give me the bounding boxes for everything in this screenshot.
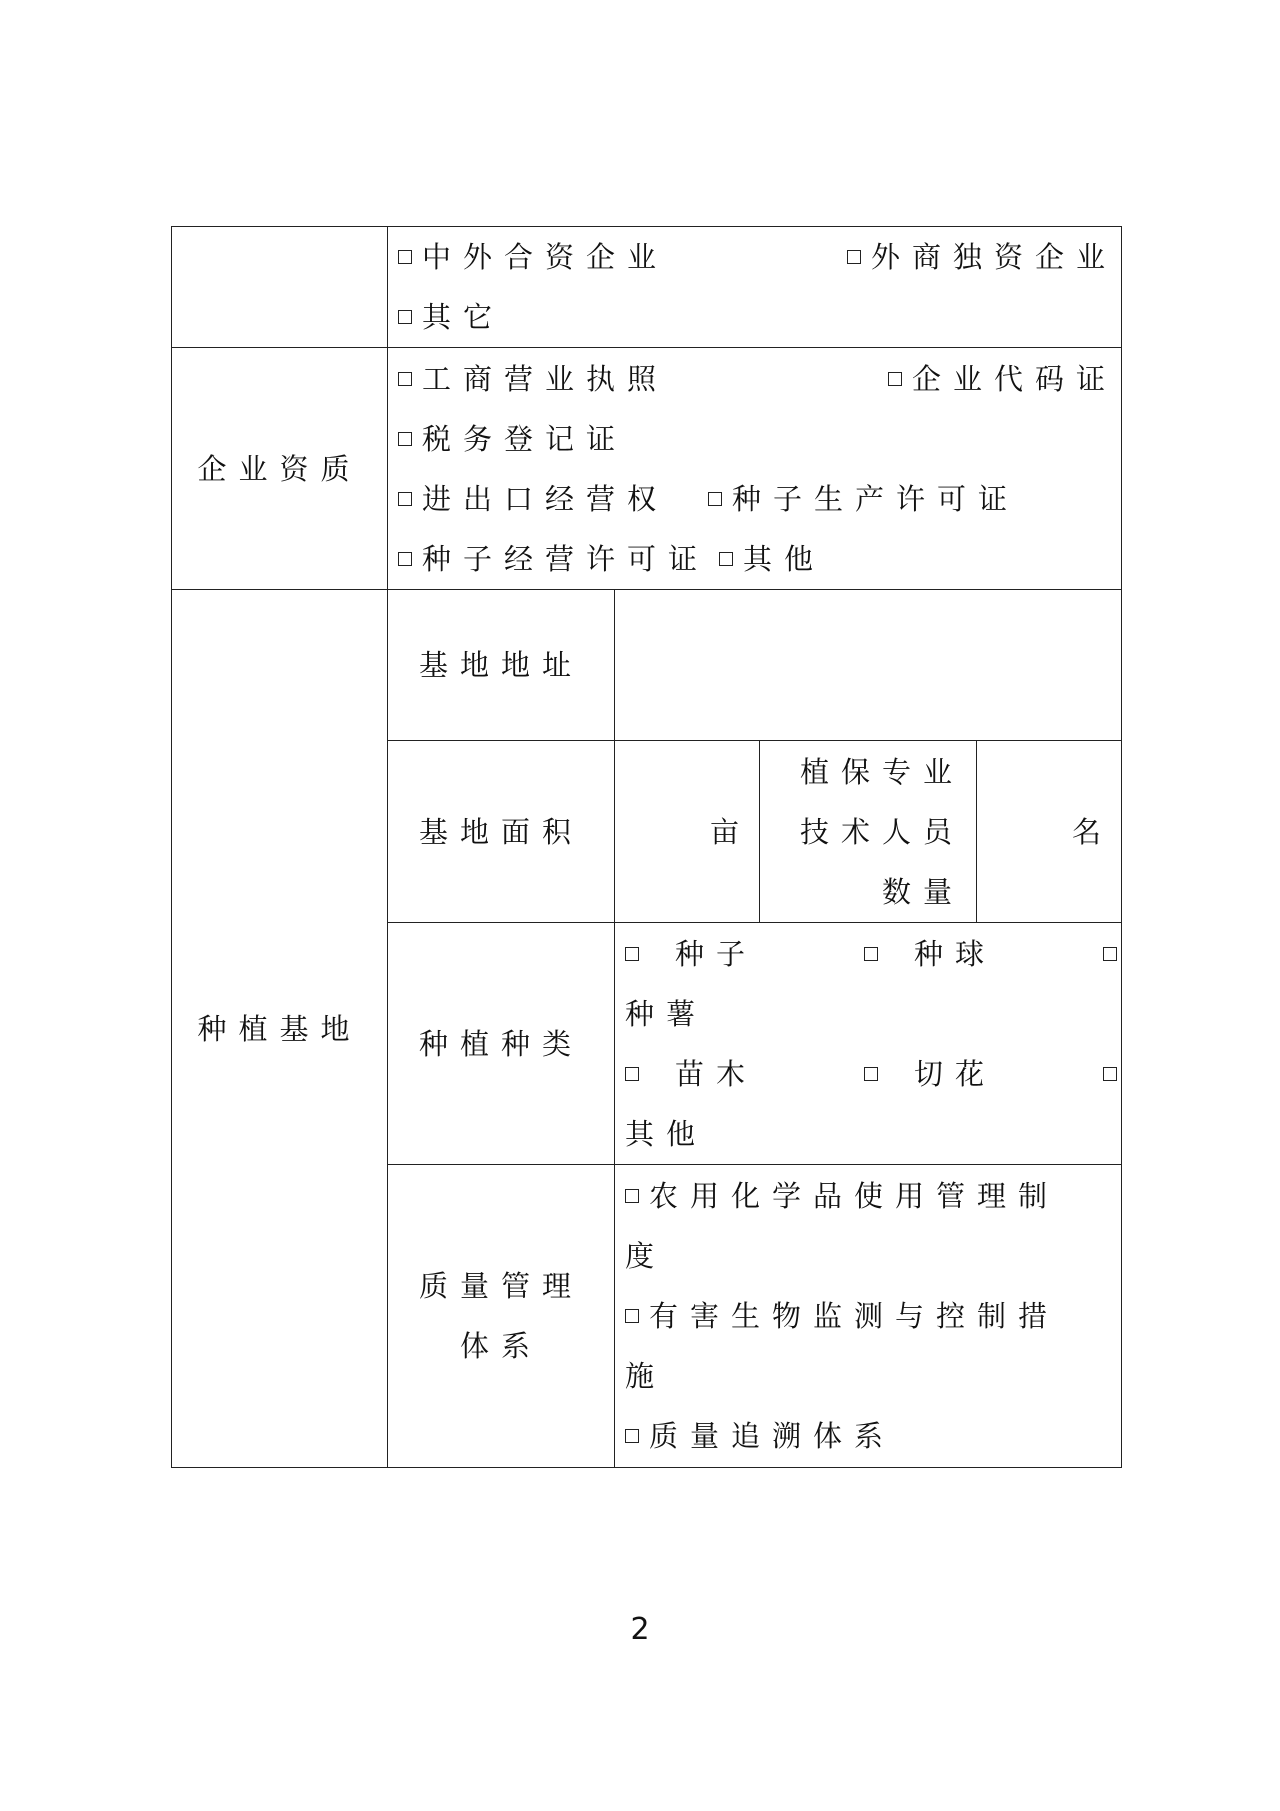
company-type-options	[388, 227, 1122, 348]
planting-types-options	[615, 923, 1122, 1165]
tech-staff-field[interactable]	[977, 741, 1122, 923]
base-area-label: 基地面积	[388, 741, 615, 923]
option-seed-production-license[interactable]: 种子生产许可证	[708, 469, 1019, 529]
company-type-label-cell	[172, 227, 388, 348]
base-address-label: 基地地址	[388, 590, 615, 741]
option-agrochemical-management-cont: 度	[625, 1239, 667, 1273]
option-seed-potato-box[interactable]	[1103, 947, 1117, 961]
page-number: 2	[630, 1612, 650, 1647]
option-seed-potato-label: 种薯	[625, 996, 708, 1031]
checkbox-icon[interactable]	[398, 250, 412, 264]
option-traceability-system[interactable]: 质量追溯体系	[625, 1406, 1117, 1466]
option-other-type-label: 其他	[625, 1116, 708, 1151]
checkbox-icon[interactable]	[398, 552, 412, 566]
checkbox-icon[interactable]	[847, 250, 861, 264]
checkbox-icon[interactable]	[625, 1309, 639, 1323]
option-business-license[interactable]: 工商营业执照	[398, 349, 668, 409]
option-wholly-foreign-owned[interactable]: 外商独资企业	[847, 227, 1117, 287]
checkbox-icon[interactable]	[398, 310, 412, 324]
option-bulbs[interactable]: 种球	[864, 924, 996, 984]
quality-management-options	[615, 1165, 1122, 1468]
planting-types-label: 种植种类	[388, 923, 615, 1165]
checkbox-icon[interactable]	[1103, 947, 1117, 961]
checkbox-icon[interactable]	[625, 947, 639, 961]
checkbox-icon[interactable]	[864, 1067, 878, 1081]
base-address-field[interactable]	[615, 590, 1122, 741]
option-cut-flowers[interactable]: 切花	[864, 1044, 996, 1104]
qualification-options	[388, 348, 1122, 590]
option-other-qualification[interactable]: 其他	[719, 529, 825, 589]
planting-base-label: 种植基地	[172, 590, 388, 1468]
base-area-field[interactable]	[615, 741, 760, 923]
option-tax-registration-cert[interactable]: 税务登记证	[398, 409, 627, 469]
option-seeds[interactable]: 种子	[625, 924, 757, 984]
option-seedlings[interactable]: 苗木	[625, 1044, 757, 1104]
option-sino-foreign-joint-venture[interactable]: 中外合资企业	[398, 227, 668, 287]
option-agrochemical-management[interactable]: 农用化学品使用管理制	[625, 1166, 1117, 1226]
checkbox-icon[interactable]	[1103, 1067, 1117, 1081]
checkbox-icon[interactable]	[888, 372, 902, 386]
checkbox-icon[interactable]	[625, 1067, 639, 1081]
tech-staff-unit: 名	[1072, 814, 1114, 849]
checkbox-icon[interactable]	[398, 432, 412, 446]
company-type-row	[172, 227, 1122, 348]
tech-staff-label: 植保专业 技术人员 数量	[760, 741, 977, 923]
registration-form-table	[171, 226, 1122, 1468]
checkbox-icon[interactable]	[864, 947, 878, 961]
option-import-export-right[interactable]: 进出口经营权	[398, 469, 668, 529]
option-seed-business-license[interactable]: 种子经营许可证	[398, 529, 709, 589]
checkbox-icon[interactable]	[398, 372, 412, 386]
base-address-row	[172, 590, 1122, 741]
checkbox-icon[interactable]	[398, 492, 412, 506]
quality-management-label: 质量管理 体系	[388, 1165, 615, 1468]
area-unit: 亩	[709, 814, 751, 849]
option-other-type-box[interactable]	[1103, 1067, 1117, 1081]
qualification-row	[172, 348, 1122, 590]
option-organization-code-cert[interactable]: 企业代码证	[888, 349, 1117, 409]
option-pest-monitoring-cont: 施	[625, 1359, 667, 1393]
option-pest-monitoring[interactable]: 有害生物监测与控制措	[625, 1286, 1117, 1346]
checkbox-icon[interactable]	[708, 492, 722, 506]
checkbox-icon[interactable]	[625, 1189, 639, 1203]
qualification-label: 企业资质	[172, 348, 388, 590]
checkbox-icon[interactable]	[719, 552, 733, 566]
option-other-company-type[interactable]: 其它	[398, 287, 504, 347]
checkbox-icon[interactable]	[625, 1429, 639, 1443]
